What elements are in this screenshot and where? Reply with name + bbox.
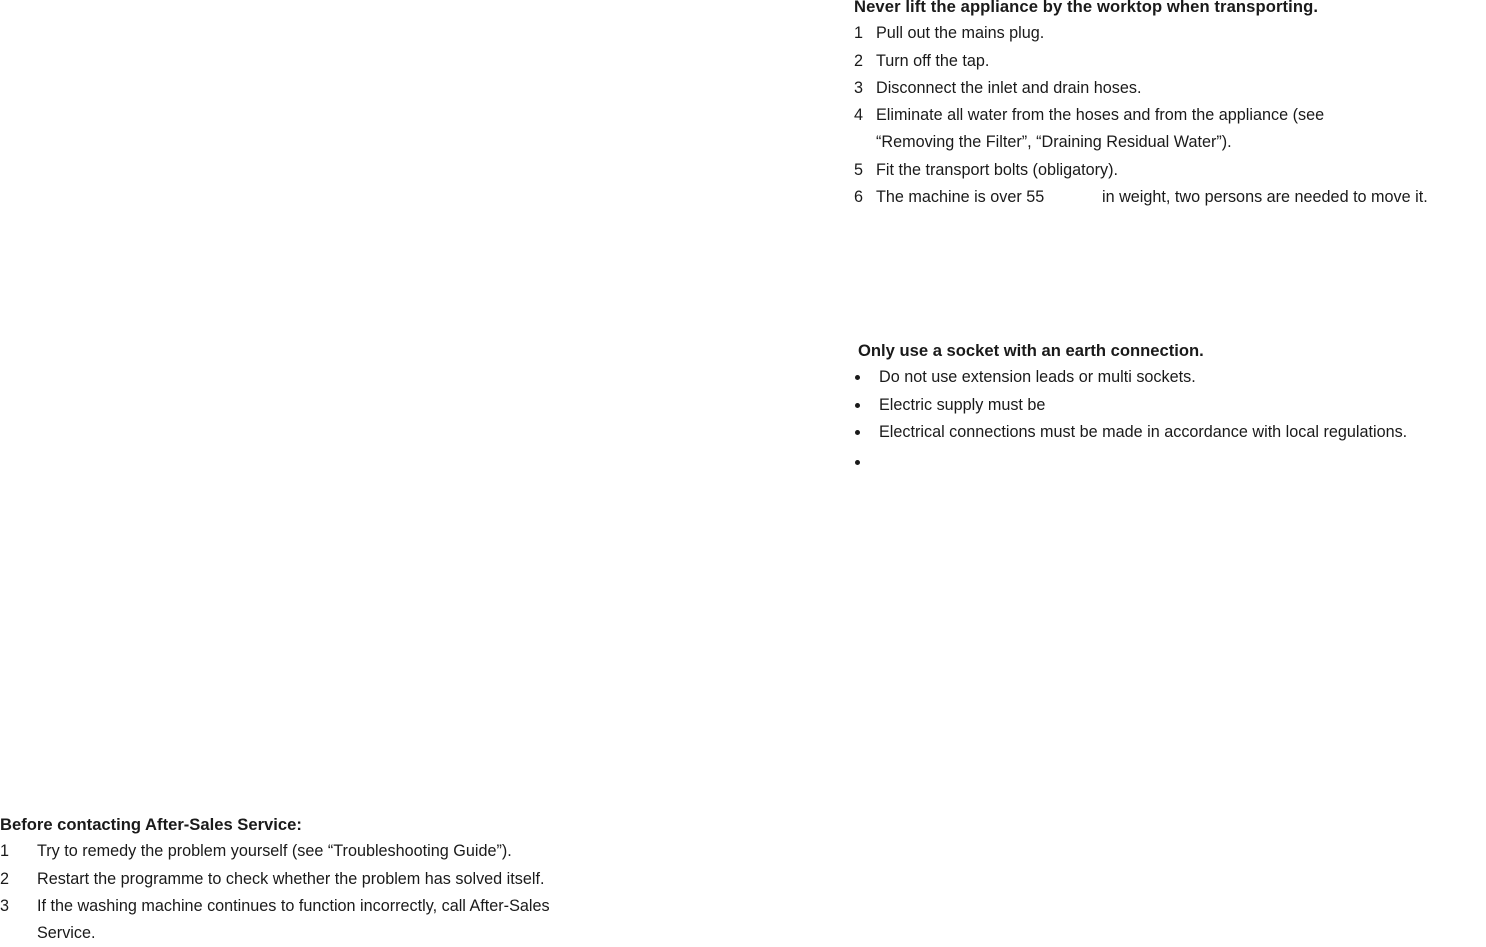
list-item (854, 20, 1318, 47)
step-number: 2 (854, 51, 864, 70)
step-number: 5 (854, 160, 864, 179)
bullet-text: Electric supply must be (879, 395, 1046, 414)
list-item (855, 419, 1408, 446)
bullet-icon (855, 375, 860, 380)
step-text: If the washing machine continues to function incorrectly, call After-Sales (37, 896, 550, 915)
list-item (854, 157, 1318, 184)
step-text-continued: Service. (37, 924, 96, 943)
step-text: Fit the transport bolts (obligatory). (876, 160, 1119, 179)
step-number: 1 (854, 24, 864, 43)
list-item (854, 184, 1428, 211)
list-item (855, 392, 1204, 419)
step-number: 3 (0, 896, 10, 915)
list-item (855, 364, 1204, 391)
step-number: 6 (854, 188, 864, 207)
electrical-section (855, 337, 1408, 473)
list-item (0, 838, 512, 865)
step-text-continued: “Removing the Filter”, “Draining Residual Water”). (876, 133, 1232, 152)
step-number: 2 (0, 869, 10, 888)
step-text: Restart the programme to check whether the problem has solved itself. (37, 869, 545, 888)
step-text: Try to remedy the problem yourself (see “Troubleshooting Guide”). (37, 842, 512, 861)
aftersales-section (0, 811, 550, 947)
step-text: Turn off the tap. (876, 51, 990, 70)
bullet-icon (855, 430, 860, 435)
list-item (854, 75, 1318, 102)
list-item-continuation (0, 920, 302, 947)
step-number: 4 (854, 106, 864, 125)
step-text: Disconnect the inlet and drain hoses. (876, 78, 1142, 97)
step-text-tail: in weight, two persons are needed to move it. (1102, 188, 1428, 207)
step-text: The machine is over 55 (876, 188, 1045, 207)
electrical-heading: Only use a socket with an earth connection. (858, 341, 1204, 360)
bullet-text: Electrical connections must be made in accordance with local regulations. (879, 422, 1408, 441)
list-item (0, 866, 545, 893)
bullet-text: Do not use extension leads or multi sockets. (879, 368, 1196, 387)
list-item (0, 893, 550, 920)
step-number: 1 (0, 842, 10, 861)
transport-heading: Never lift the appliance by the worktop when transporting. (854, 0, 1319, 16)
list-item (855, 446, 1204, 473)
aftersales-heading: Before contacting After-Sales Service: (0, 815, 302, 834)
bullet-icon (855, 403, 860, 408)
step-text: Pull out the mains plug. (876, 24, 1045, 43)
list-item (854, 102, 1325, 129)
step-number: 3 (854, 78, 864, 97)
step-text: Eliminate all water from the hoses and from the appliance (see (876, 106, 1325, 125)
list-item (854, 48, 1318, 75)
transport-section (854, 0, 1428, 211)
bullet-icon (855, 460, 860, 465)
list-item-continuation (854, 129, 1318, 156)
